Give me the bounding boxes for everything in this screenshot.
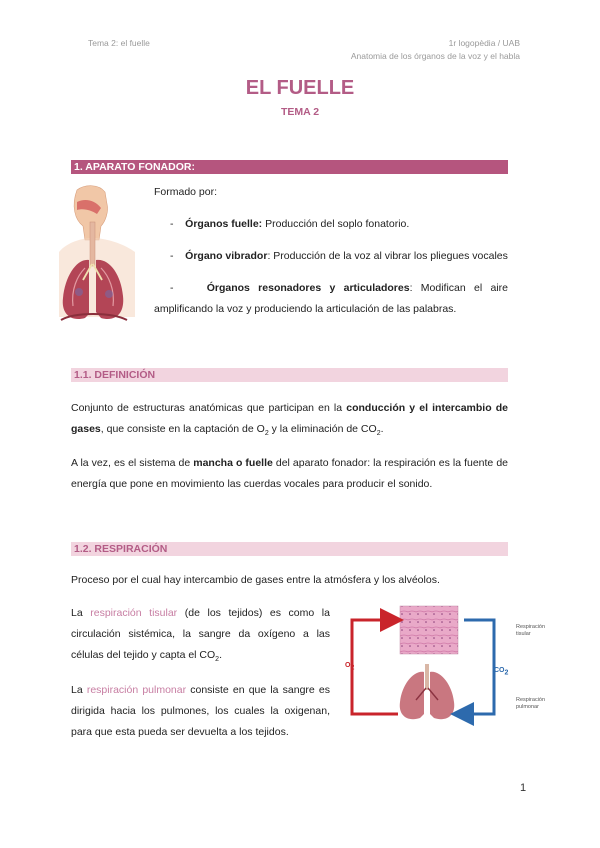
subscript: 2 (350, 664, 355, 672)
header-right-subject: Anatomia de los órganos de la voz y el habla (350, 51, 520, 61)
text-run: (de los tejidos) es como la circulación sistémica, la sangre da oxígeno a las células del tejido y capta el CO (71, 607, 330, 661)
o2-text: O (345, 662, 351, 669)
subscript: 2 (264, 430, 269, 438)
text-run: . (219, 649, 222, 661)
co2-arrow (462, 620, 494, 714)
list-item-text: : Modifican el aire amplificando la voz y produciendo la articulación de las palabras. (154, 282, 509, 315)
text-run: , que consiste en la captación de O (100, 423, 265, 435)
lungs-image (400, 664, 455, 719)
text-run: Conjunto de estructuras anatómicas que participan en la (71, 402, 347, 414)
text-run: y la eliminación de CO (268, 423, 377, 435)
section1-intro: Formado por: (154, 186, 218, 198)
co2-label (494, 667, 508, 676)
page-subtitle: TEMA 2 (280, 106, 320, 118)
list-item-bold: Órganos resonadores y articuladores (206, 282, 410, 294)
tissue-micrograph (400, 606, 458, 654)
respiration-cycle-diagram (336, 600, 516, 740)
list-item-organo-vibrador (170, 246, 508, 267)
section-heading-definicion: 1.1. DEFINICIÓN (71, 368, 508, 382)
label-respiracion-pulmonar: Respiración pulmonar (516, 697, 546, 710)
header-right-course: 1r logopèdia / UAB (448, 38, 520, 48)
text-run: . (380, 423, 384, 435)
list-dash: - (170, 282, 174, 294)
list-item-text: : Producción de la voz al vibrar los pliegues vocales (267, 250, 508, 262)
label-respiracion-tisular: Respiración tisular (516, 624, 546, 637)
list-item-bold: Órgano vibrador (185, 250, 268, 262)
list-item-organos-resonadores (154, 278, 508, 320)
o2-label (345, 662, 354, 671)
respiracion-pulmonar-paragraph (71, 680, 330, 743)
subscript: 2 (504, 669, 509, 677)
respiracion-tisular-paragraph (71, 603, 330, 670)
list-item-text: Producción del soplo fonatorio. (262, 218, 410, 230)
list-dash: - (170, 250, 174, 262)
text-run: del aparato fonador: la respiración es la fuente de energía que pone en movimiento las cuerdas vocales para producir el sonido. (71, 457, 508, 490)
definicion-paragraph-1 (71, 398, 508, 444)
subscript: 2 (376, 430, 381, 438)
page-title: EL FUELLE (245, 77, 355, 99)
text-bold: conducción y el intercambio de gases (71, 402, 509, 435)
definicion-paragraph-2 (71, 453, 508, 495)
text-run: A la vez, es el sistema de (71, 457, 194, 469)
page-number: 1 (520, 782, 527, 794)
text-run: consiste en que la sangre es dirigida hacia los pulmones, los cuales la oxigenan, para que esta pueda ser devuelta a los tejidos. (71, 684, 330, 738)
header-left: Tema 2: el fuelle (88, 38, 150, 48)
section-heading-aparato-fonador: 1. APARATO FONADOR: (71, 160, 508, 174)
respiratory-system-illustration (55, 182, 153, 332)
section-heading-respiracion: 1.2. RESPIRACIÓN (71, 542, 508, 556)
subscript: 2 (215, 656, 220, 664)
text-run: La (71, 607, 91, 619)
list-dash: - (170, 218, 174, 230)
text-run: La (71, 684, 87, 696)
respiracion-paragraph-1: Proceso por el cual hay intercambio de gases entre la atmósfera y los alvéolos. (71, 574, 440, 586)
list-item-organos-fuelle (170, 214, 409, 235)
co2-text: CO (494, 667, 505, 674)
term-respiracion-tisular: respiración tisular (90, 607, 178, 619)
oxygen-arrow (352, 620, 398, 714)
text-bold: mancha o fuelle (193, 457, 273, 469)
term-respiracion-pulmonar: respiración pulmonar (86, 684, 187, 696)
list-item-bold: Órganos fuelle: (185, 218, 263, 230)
